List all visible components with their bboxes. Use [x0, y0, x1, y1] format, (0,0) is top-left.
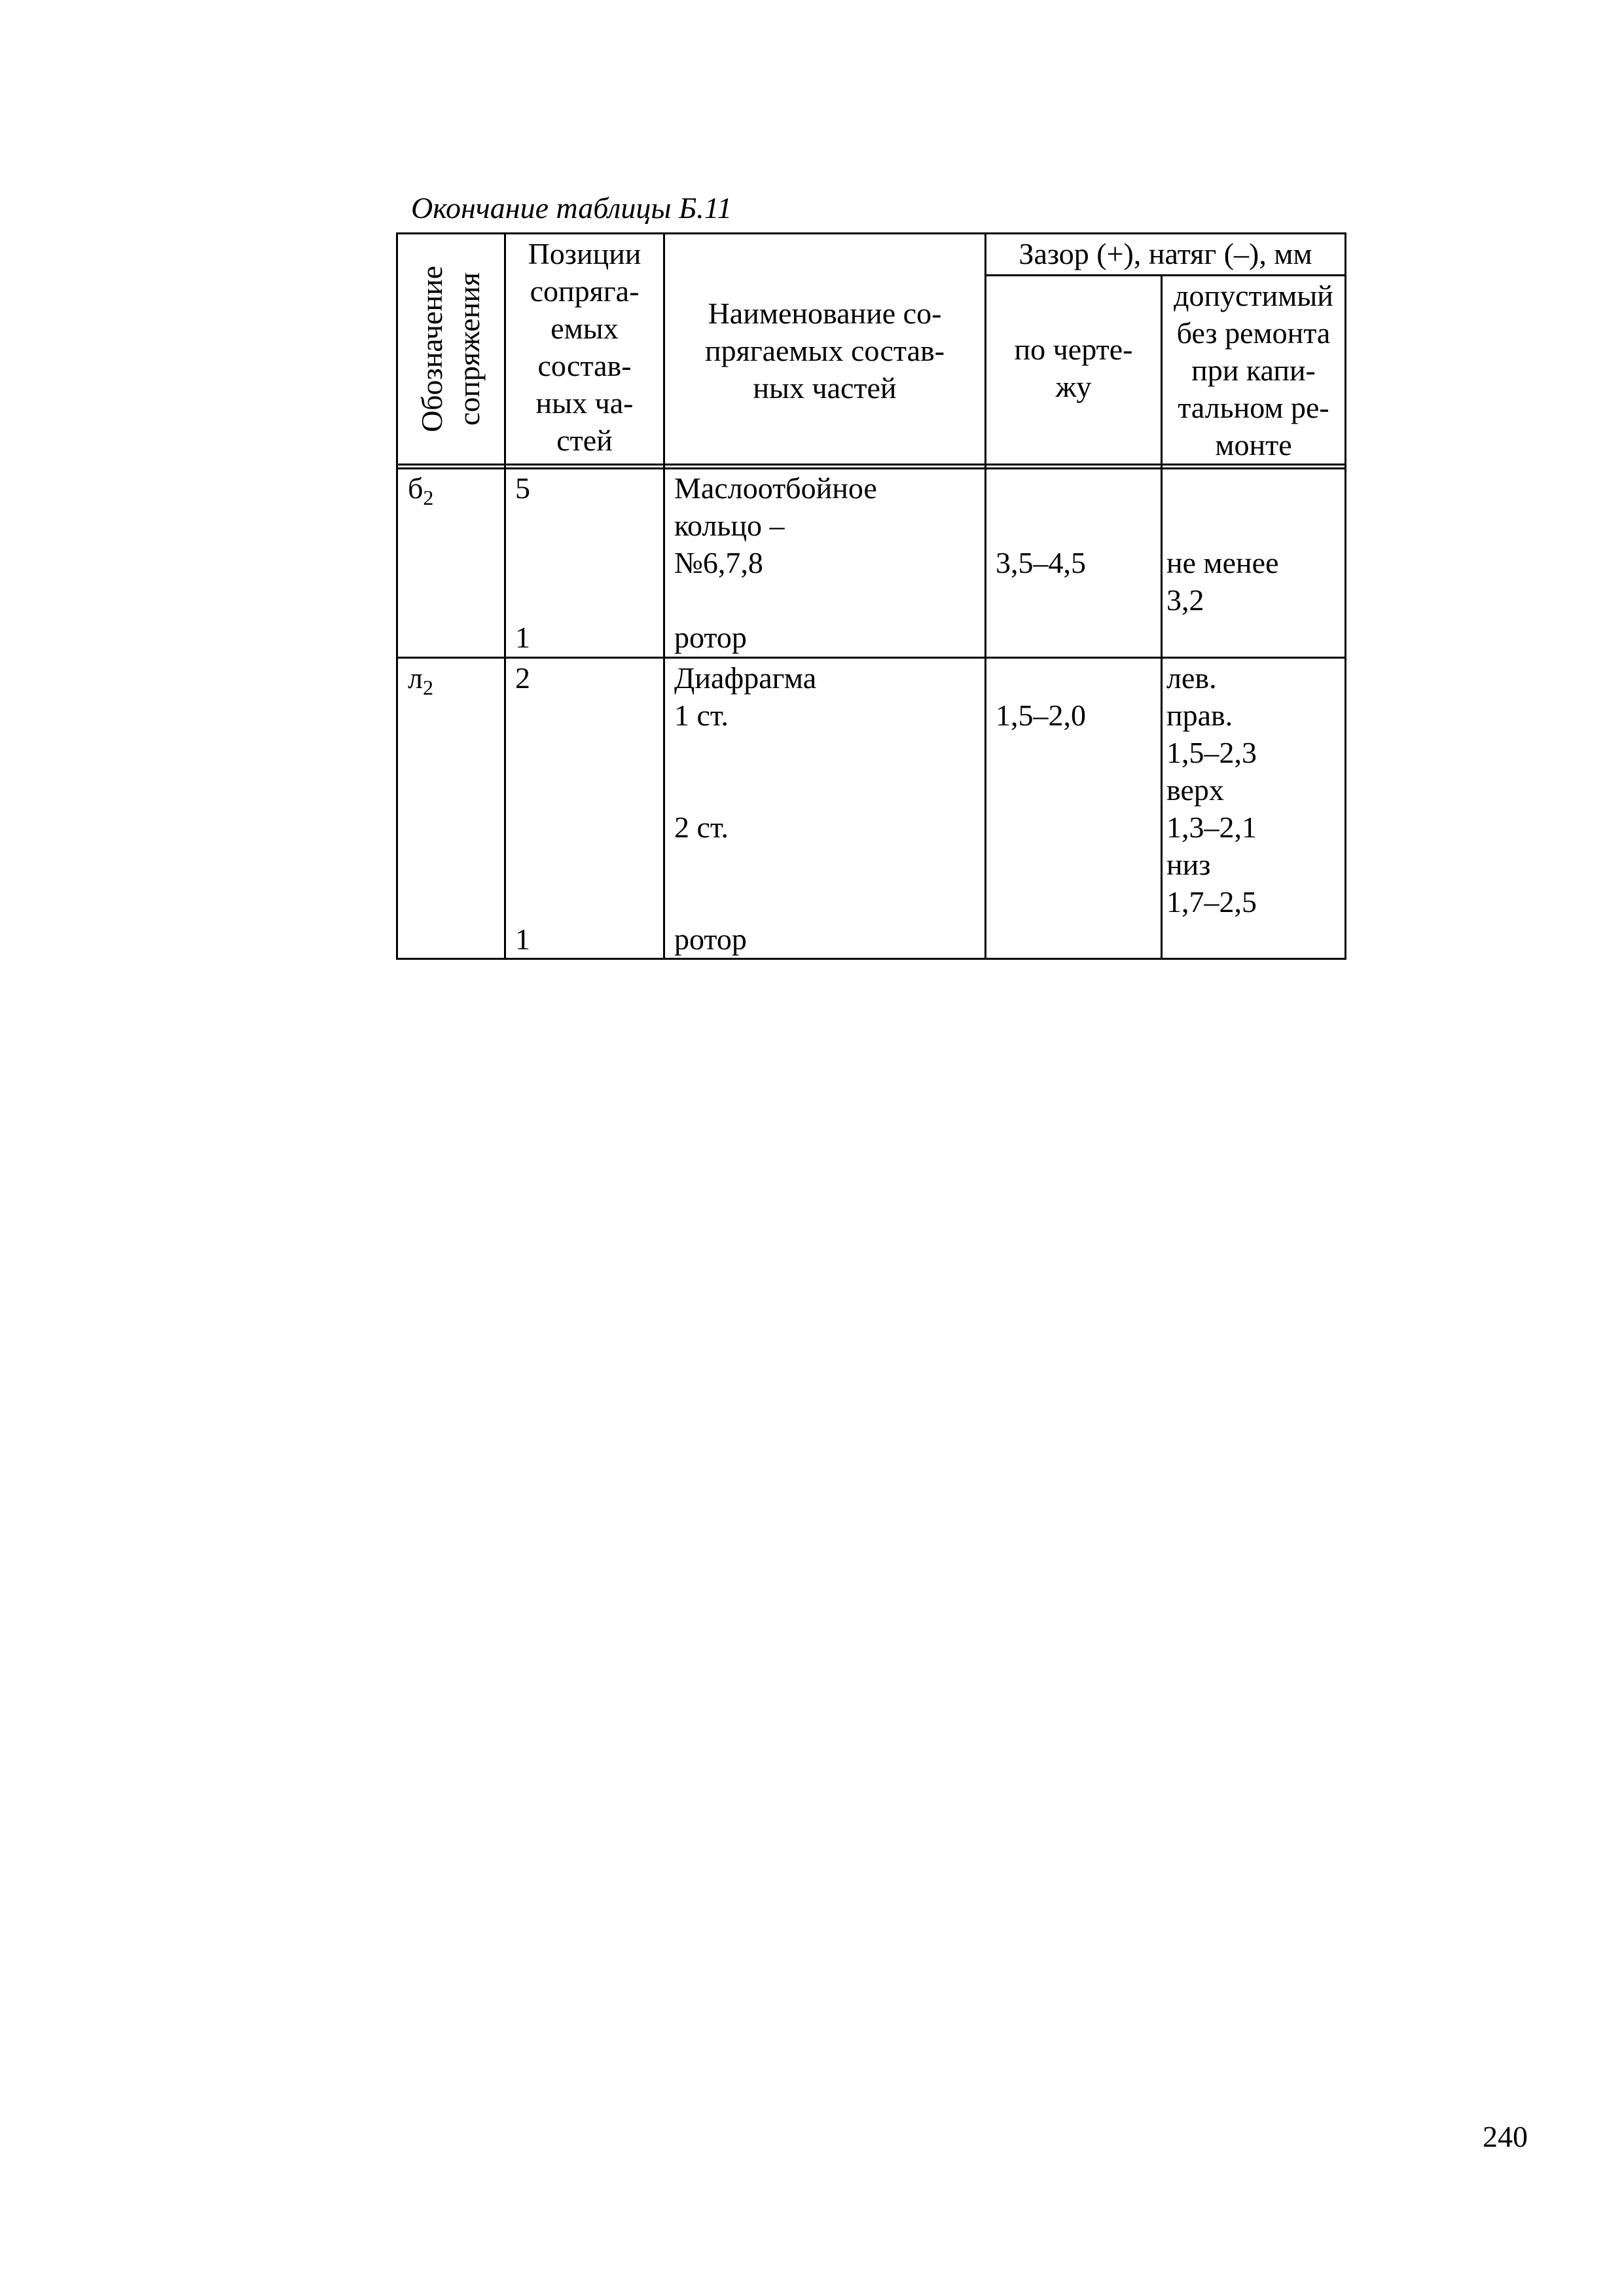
table-border-right [1344, 232, 1346, 960]
allowed-line: 3,2 [1166, 583, 1204, 617]
name-line: Диафрагма [674, 661, 817, 695]
header-name-line: ных частей [753, 371, 897, 405]
header-positions-line: емых [550, 312, 619, 345]
header-allowed-line: допустимый [1174, 279, 1333, 312]
name-line [674, 581, 982, 619]
table-border-top [396, 232, 1346, 234]
position-line [515, 507, 659, 544]
by-drawing-line: 1,5–2,0 [996, 699, 1086, 732]
header-positions-line: состав- [537, 349, 632, 382]
row2-positions [515, 659, 659, 958]
data-table [396, 232, 1346, 959]
position-line [515, 734, 659, 771]
header-name [665, 295, 984, 407]
header-allowed-line: при капи- [1191, 354, 1316, 387]
designation-subscript: 2 [423, 486, 434, 509]
name-line [674, 846, 982, 883]
allowed-line: 1,3–2,1 [1166, 811, 1257, 844]
position-line: 5 [515, 471, 530, 505]
row2-designation [408, 659, 499, 700]
gap-group-underline [984, 274, 1346, 276]
row1-by-drawing [996, 469, 1159, 581]
name-line: ротор [674, 621, 747, 654]
header-name-line: прягаемых состав- [704, 334, 945, 367]
allowed-line [1166, 507, 1343, 544]
name-line: кольцо – [674, 509, 785, 542]
row-separator [396, 657, 1346, 659]
designation-letter: л [408, 661, 423, 695]
table-border-bottom [396, 958, 1346, 960]
page-number: 240 [1483, 2120, 1528, 2153]
header-designation-line: сопряжения [452, 272, 486, 426]
header-by-drawing-line: жу [1055, 370, 1092, 403]
allowed-line: низ [1166, 848, 1211, 881]
header-designation-line: Обозначение [414, 265, 448, 432]
row1-names [674, 469, 982, 656]
header-allowed-line: тальном ре- [1178, 391, 1329, 424]
by-drawing-line: 3,5–4,5 [996, 546, 1086, 579]
header-by-drawing [986, 331, 1161, 405]
designation-subscript: 2 [422, 676, 433, 699]
name-line: Маслоотбойное [674, 471, 877, 505]
by-drawing-line [996, 659, 1159, 697]
by-drawing-line [996, 469, 1159, 507]
row2-allowed [1166, 659, 1343, 920]
allowed-line: верх [1166, 773, 1224, 807]
allowed-line: лев. [1166, 661, 1217, 695]
allowed-line: не менее [1166, 546, 1279, 579]
name-line [674, 734, 982, 771]
header-positions [506, 235, 663, 459]
header-allowed-line: без ремонта [1176, 316, 1331, 350]
position-line [515, 883, 659, 920]
name-line [674, 771, 982, 809]
name-line: 1 ст. [674, 699, 729, 732]
name-line: ротор [674, 922, 747, 956]
allowed-line: 1,7–2,5 [1166, 885, 1257, 919]
header-allowed-line: монте [1215, 428, 1292, 462]
allowed-line: 1,5–2,3 [1166, 736, 1257, 769]
position-line [515, 544, 659, 581]
by-drawing-line [996, 507, 1159, 544]
designation-letter: б [408, 471, 424, 505]
position-line: 1 [515, 621, 530, 654]
name-line [674, 883, 982, 920]
row1-designation [408, 469, 499, 510]
header-positions-line: стей [556, 424, 613, 457]
row2-by-drawing [996, 659, 1159, 734]
position-line [515, 581, 659, 619]
header-by-drawing-line: по черте- [1014, 333, 1133, 366]
name-line: №6,7,8 [674, 546, 763, 579]
header-double-rule-1 [396, 464, 1346, 465]
allowed-line [1166, 469, 1343, 507]
allowed-line: прав. [1166, 699, 1233, 732]
position-line [515, 846, 659, 883]
name-line: 2 ст. [674, 811, 729, 844]
row1-positions [515, 469, 659, 656]
header-positions-line: сопряга- [530, 274, 640, 308]
position-line [515, 771, 659, 809]
header-allowed [1163, 277, 1344, 464]
header-designation [396, 232, 504, 465]
header-gap-group: Зазор (+), натяг (–), мм [1019, 237, 1312, 270]
row2-names [674, 659, 982, 958]
table-caption: Окончание таблицы Б.11 [411, 191, 732, 225]
header-name-line: Наименование со- [708, 297, 942, 330]
row1-allowed [1166, 469, 1343, 619]
position-line [515, 697, 659, 734]
header-positions-line: Позиции [528, 237, 641, 270]
position-line: 1 [515, 922, 530, 956]
position-line: 2 [515, 661, 530, 695]
header-positions-line: ных ча- [535, 386, 634, 420]
position-line [515, 809, 659, 846]
